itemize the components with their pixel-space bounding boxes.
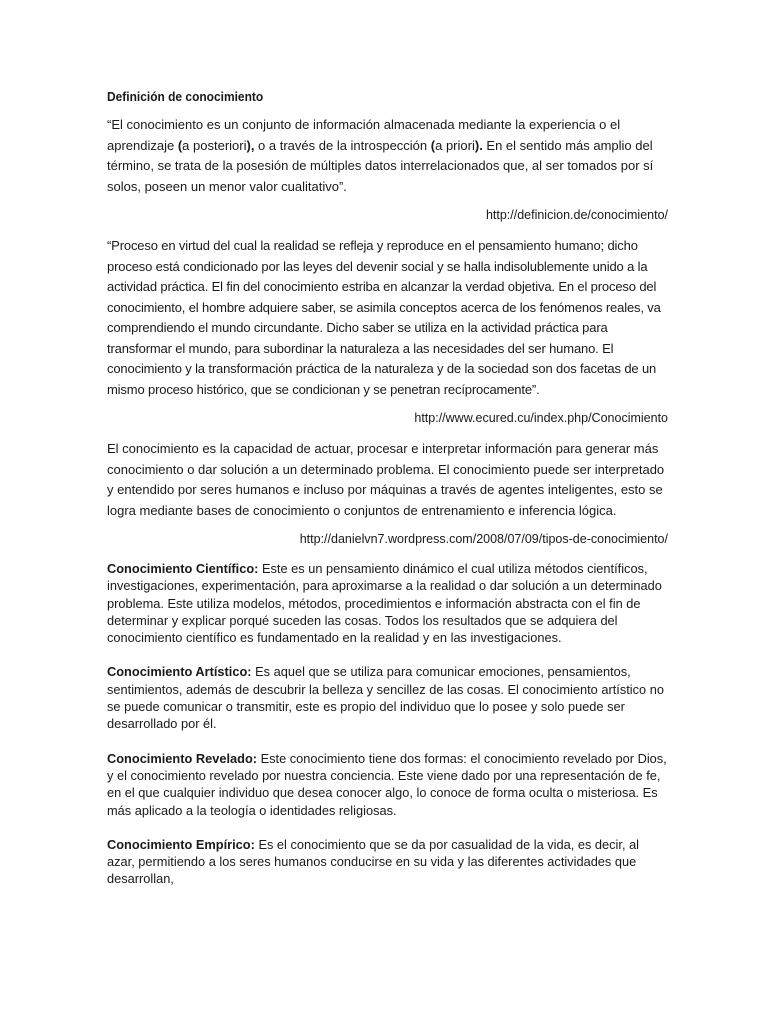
quote-ecured: “Proceso en virtud del cual la realidad se refleja y reproduce en el pensamiento humano; dicho proceso está condicionado por las leyes del devenir social y se halla indisolublemente unido a la actividad práctica. El fin del conocimiento estriba en alcanzar la verdad objetiva. En el proceso del conocimiento, el hombre adquiere saber, se asimila conceptos acerca de los fenómenos reales, va comprendiendo el mundo circundante. Dicho saber se utiliza en la actividad práctica para transformar el mundo, para subordinar la naturaleza a las necesidades del ser humano. El conocimiento y la transformación práctica de la naturaleza y de la sociedad son dos facetas de un mismo proceso histórico, que se condicionan y se penetran recíprocamente”. [107, 238, 661, 397]
bold-paren: ( [177, 137, 183, 153]
definition-text: Es aquel que se utiliza para comunicar emociones, pensamientos, sentimientos, además de descubrir la belleza y sencillez de las cosas. El conocimiento artístico no se puede comunicar o transmitir, este es propio del individuo que lo posee y solo puede ser desarrollado por él. [107, 664, 664, 732]
definition-text: Es el conocimiento que se da por casualidad de la vida, es decir, al azar, permitiendo a los seres humanos conducirse en su vida y las diferentes actividades que desarrollan, [107, 836, 640, 887]
paragraph-capacidad: El conocimiento es la capacidad de actuar, procesar e interpretar información para generar más conocimiento o dar solución a un determinado problema. El conocimiento puede ser interpretado y entendido por seres humanos e incluso por máquinas a través de agentes inteligentes, esto se logra mediante bases de conocimiento o conjuntos de entrenamiento e inferencia lógica. [107, 441, 665, 518]
quote-definicion [107, 115, 668, 197]
bold-paren: ). [474, 137, 483, 153]
definition-term: Conocimiento Revelado: [107, 750, 258, 766]
term-a-priori: a priori [435, 137, 475, 153]
definition-term: Conocimiento Empírico: [107, 836, 255, 852]
definition-artistico [107, 663, 668, 732]
source-url: http://danielvn7.wordpress.com/2008/07/09/tipos-de-conocimiento/ [299, 532, 668, 546]
term-a-posteriori: a posteriori [182, 137, 247, 153]
quote-text: “El conocimiento es un conjunto de información almacenada mediante la experiencia o el aprendizaje [107, 117, 621, 153]
bold-paren: ), [246, 137, 255, 153]
definition-term: Conocimiento Científico: [107, 561, 259, 576]
source-url: http://www.ecured.cu/index.php/Conocimiento [414, 411, 668, 425]
quote-text: En el sentido más amplio del término, se trata de la posesión de múltiples datos interrelacionados que, al ser tomados por sí solos, poseen un menor valor cualitativo”. [107, 137, 654, 194]
definition-term: Conocimiento Artístico: [107, 664, 252, 680]
definition-empirico [107, 836, 668, 888]
definition-text: Este es un pensamiento dinámico el cual utiliza métodos científicos, investigaciones, experimentación, para aproximarse a la realidad o dar solución a un determinado problema. Este utiliza modelos, métodos, procedimientos e información abstracta con el fin de determinar y explicar porqué suceden las cosas. Todos los resultados que se adquiera del conocimiento científico es fundamentado en la realidad y en las investigaciones. [107, 561, 662, 646]
source-url: http://definicion.de/conocimiento/ [485, 208, 668, 222]
bold-paren: ( [430, 137, 436, 153]
definition-cientifico [107, 560, 668, 646]
document-title: Definición de conocimiento [107, 89, 264, 104]
quote-text: o a través de la introspección [254, 137, 431, 153]
definition-revelado [107, 750, 668, 819]
definition-text: Este conocimiento tiene dos formas: el conocimiento revelado por Dios, y el conocimiento revelado por nuestra conciencia. Este viene dado por una representación de fe, en el que cualquier individuo que desea conocer algo, lo conoce de forma oculta o misteriosa. Es más aplicado a la teología o identidades religiosas. [107, 750, 667, 818]
